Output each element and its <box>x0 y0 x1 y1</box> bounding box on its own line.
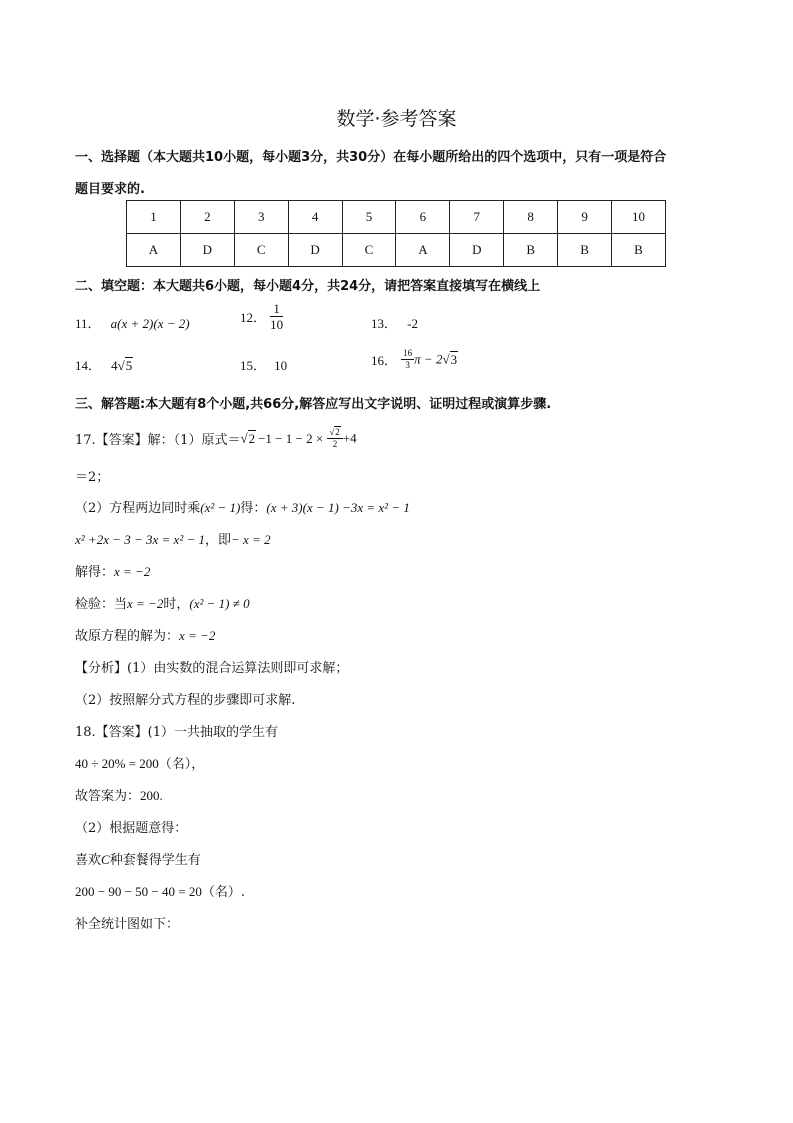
q17-conclusion-eq: x = −2 <box>179 628 216 643</box>
table-cell-number: 6 <box>396 201 450 234</box>
q14-radicand: 5 <box>125 358 133 373</box>
q17-line3-sep: ，即 <box>205 533 232 548</box>
sqrt-icon: √ <box>117 358 125 373</box>
q17-solve-label: 解得： <box>75 565 115 580</box>
q17-line3-res: − x = 2 <box>231 532 271 547</box>
sqrt-icon: √ <box>240 430 248 446</box>
q17-analysis1: 【分析】(1）由实数的混合运算法则即可求解； <box>75 661 349 676</box>
q14-coef: 4 <box>111 358 118 373</box>
table-cell-number: 4 <box>288 201 342 234</box>
q18-line6-expr: 200 − 90 − 50 − 40 = 20 <box>75 884 202 899</box>
table-cell-answer: B <box>612 234 666 267</box>
q17-part2-de: 得： <box>240 501 267 516</box>
q11-row <box>75 313 190 332</box>
q13-label: 13． <box>371 316 398 331</box>
q18-line2-unit: （名）， <box>158 757 205 772</box>
table-cell-number: 3 <box>234 201 288 234</box>
q17-prefix: 17.【答案】解：（1）原式＝ <box>75 433 241 448</box>
q12-fraction <box>270 302 283 331</box>
q11-label: 11． <box>75 316 101 331</box>
table-cell-number: 7 <box>450 201 504 234</box>
table-cell-number: 9 <box>558 201 612 234</box>
q17-check-label: 检验：当 <box>75 597 128 612</box>
table-cell-answer: C <box>342 234 396 267</box>
q12-row <box>240 302 283 331</box>
q18-line5 <box>75 849 201 868</box>
q17-frac-num-radicand: 2 <box>335 427 340 437</box>
q18-line5-b: 种套餐得学生有 <box>109 853 201 868</box>
q18-line4: （2）根据题意得： <box>75 821 188 836</box>
table-cell-number: 2 <box>180 201 234 234</box>
q18-line7: 补全统计图如下： <box>75 917 180 932</box>
q15-answer: 10 <box>274 358 288 373</box>
q13-answer: -2 <box>407 316 418 331</box>
q17-check <box>75 593 250 612</box>
q14-label: 14． <box>75 358 102 373</box>
q16-pi-term: π − 2 <box>414 351 443 367</box>
answer-table-number-row <box>127 201 666 234</box>
section1-heading-line2: 题目要求的. <box>75 182 145 197</box>
section2-heading: 二、填空题：本大题共6小题，每小题4分，共24分，请把答案直接填写在横线上 <box>75 279 541 294</box>
q18-line3-value: 200. <box>140 788 163 803</box>
q17-part2 <box>75 497 410 516</box>
q18-line2 <box>75 753 204 772</box>
q17-result1: ＝2； <box>75 470 110 485</box>
q17-expr-a: −1 − 1 − 2 × <box>258 430 324 446</box>
q17-line3 <box>75 529 271 548</box>
q15-row <box>240 355 287 374</box>
q17-analysis2: （2）按照解分式方程的步骤即可求解. <box>75 693 296 708</box>
q17-expr-b: +4 <box>342 430 357 446</box>
q17-solve <box>75 561 150 580</box>
q12-numerator: 1 <box>270 302 283 317</box>
table-cell-answer: C <box>234 234 288 267</box>
q17-conclusion-label: 故原方程的解为： <box>75 629 180 644</box>
q17-check-mid: 时， <box>163 597 190 612</box>
section3-heading: 三、解答题:本大题有8个小题,共66分,解答应写出文字说明、证明过程或演算步骤. <box>75 397 552 412</box>
q16-label: 16． <box>371 353 398 368</box>
table-cell-number: 8 <box>504 201 558 234</box>
q17-part2-factor: (x² − 1) <box>200 500 241 515</box>
table-cell-answer: D <box>288 234 342 267</box>
q17-fraction <box>327 428 342 449</box>
q18-line6-unit: （名）. <box>201 885 245 900</box>
q17-part2-label: （2）方程两边同时乘 <box>75 501 201 516</box>
table-cell-answer: B <box>504 234 558 267</box>
q16-row <box>371 349 458 370</box>
q17-conclusion <box>75 625 215 644</box>
q14-row <box>75 355 133 374</box>
q18-line3-label: 故答案为： <box>75 789 141 804</box>
q18-line6 <box>75 881 245 900</box>
q17-line1 <box>75 428 357 449</box>
q18-line5-a: 喜欢 <box>75 853 102 868</box>
table-cell-answer: D <box>180 234 234 267</box>
q18-line3 <box>75 785 163 804</box>
q18-line2-expr: 40 ÷ 20% = 200 <box>75 756 159 771</box>
table-cell-answer: A <box>396 234 450 267</box>
q17-solve-eq: x = −2 <box>114 564 151 579</box>
q15-label: 15． <box>240 358 267 373</box>
q17-frac-den: 2 <box>332 439 338 449</box>
q16-denominator: 3 <box>405 360 410 370</box>
q16-radicand: 3 <box>450 351 458 367</box>
sqrt-icon: √ <box>442 351 450 367</box>
q17-sqrt-radicand: 2 <box>248 430 256 446</box>
answer-table <box>126 200 666 267</box>
q18-line1: 18.【答案】(1）一共抽取的学生有 <box>75 725 279 740</box>
q17-frac-num: √2 <box>327 428 342 439</box>
q13-row <box>371 313 418 332</box>
table-cell-answer: B <box>558 234 612 267</box>
table-cell-answer: D <box>450 234 504 267</box>
q17-check-cond: x = −2 <box>127 596 164 611</box>
q12-denominator: 10 <box>270 317 284 332</box>
q18-line5-c: C <box>101 852 110 867</box>
q17-part2-eq: (x + 3)(x − 1) −3x = x² − 1 <box>266 500 410 515</box>
table-cell-number: 1 <box>127 201 181 234</box>
table-cell-number: 5 <box>342 201 396 234</box>
page-title: 数学·参考答案 <box>336 108 457 130</box>
table-cell-number: 10 <box>612 201 666 234</box>
section1-heading-line1: 一、选择题（本大题共10小题，每小题3分，共30分）在每小题所给出的四个选项中，只有一项是符合 <box>75 150 667 165</box>
table-cell-answer: A <box>127 234 181 267</box>
q16-numerator: 16 <box>403 348 413 358</box>
q12-label: 12． <box>240 310 267 325</box>
q11-answer: a(x + 2)(x − 2) <box>110 316 190 331</box>
q17-line3-eq: x² +2x − 3 − 3x = x² − 1 <box>75 532 205 547</box>
q17-check-res: (x² − 1) ≠ 0 <box>189 596 250 611</box>
q16-fraction <box>401 349 414 370</box>
answer-table-answer-row <box>127 234 666 267</box>
